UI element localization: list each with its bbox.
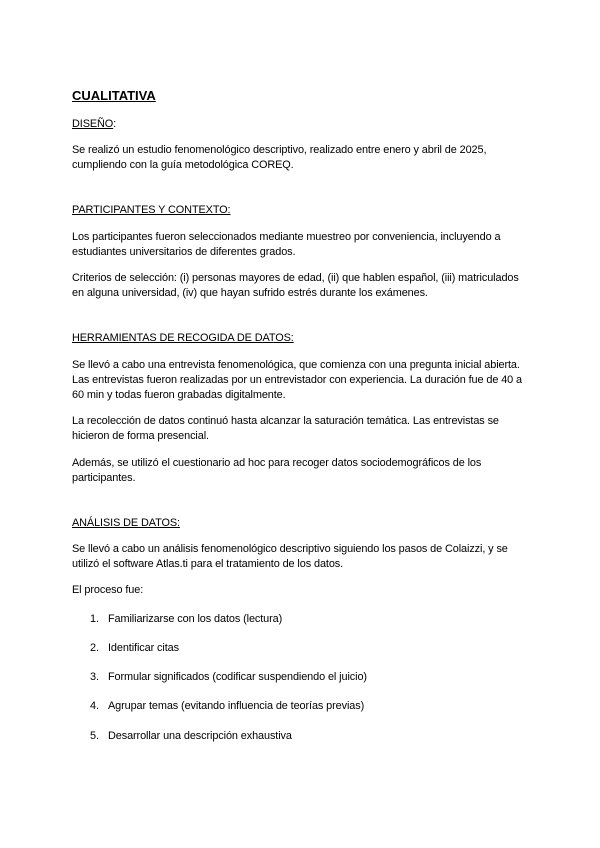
- list-item-number: 1.: [90, 613, 99, 625]
- list-item: [90, 641, 179, 656]
- list-item: [90, 699, 364, 714]
- list-item-text: Formular significados (codificar suspendiendo el juicio): [108, 671, 367, 683]
- paragraph-analisis-1: Se llevó a cabo un análisis fenomenológico descriptivo siguiendo los pasos de Colaizzi, y se utilizó el software Atlas.ti para el tratamiento de los datos.: [72, 543, 508, 570]
- section-heading-diseno-text: DISEÑO: [72, 118, 114, 130]
- list-item: [90, 729, 292, 744]
- paragraph-participantes-1: Los participantes fueron seleccionados mediante muestreo por conveniencia, incluyendo a estudiantes universitarios de diferentes grados.: [72, 231, 501, 258]
- list-item: [90, 670, 367, 685]
- paragraph-herramientas-2: La recolección de datos continuó hasta alcanzar la saturación temática. Las entrevistas se hicieron de forma presencial.: [72, 415, 499, 442]
- section-heading-diseno-colon: :: [113, 118, 117, 130]
- list-item-text: Familiarizarse con los datos (lectura): [108, 613, 283, 625]
- paragraph-herramientas-1: Se llevó a cabo una entrevista fenomenológica, que comienza con una pregunta inicial abierta. Las entrevistas fueron realizadas por un entrevistador con experiencia. La duración fue de 40 a 60 min y todas fueron grabadas digitalmente.: [72, 359, 523, 401]
- paragraph-diseno-1: Se realizó un estudio fenomenológico descriptivo, realizado entre enero y abril de 2025, cumpliendo con la guía metodológica COREQ.: [72, 144, 487, 171]
- paragraph-herramientas-3: Además, se utilizó el cuestionario ad hoc para recoger datos sociodemográficos de los participantes.: [72, 457, 482, 484]
- section-heading-diseno: [72, 117, 532, 132]
- paragraph-analisis-2: El proceso fue:: [72, 584, 144, 596]
- list-item-text: Agrupar temas (evitando influencia de teorías previas): [108, 700, 365, 712]
- list-item-text: Desarrollar una descripción exhaustiva: [108, 730, 292, 742]
- paragraph-participantes-2: Criterios de selección: (i) personas mayores de edad, (ii) que hablen español, (iii) matriculados en alguna universidad, (iv) que hayan sufrido estrés durante los exámenes.: [72, 272, 519, 299]
- page-title: CUALITATIVA: [72, 88, 156, 103]
- list-item-number: 5.: [90, 730, 99, 742]
- section-heading-participantes: PARTICIPANTES Y CONTEXTO:: [72, 204, 231, 216]
- list-item-number: 2.: [90, 642, 99, 654]
- list-item-number: 3.: [90, 671, 99, 683]
- section-heading-analisis: ANÁLISIS DE DATOS:: [72, 517, 180, 529]
- list-item: [90, 612, 282, 627]
- section-heading-herramientas: HERRAMIENTAS DE RECOGIDA DE DATOS:: [72, 332, 294, 344]
- list-item-number: 4.: [90, 700, 99, 712]
- list-item-text: Identificar citas: [108, 642, 179, 654]
